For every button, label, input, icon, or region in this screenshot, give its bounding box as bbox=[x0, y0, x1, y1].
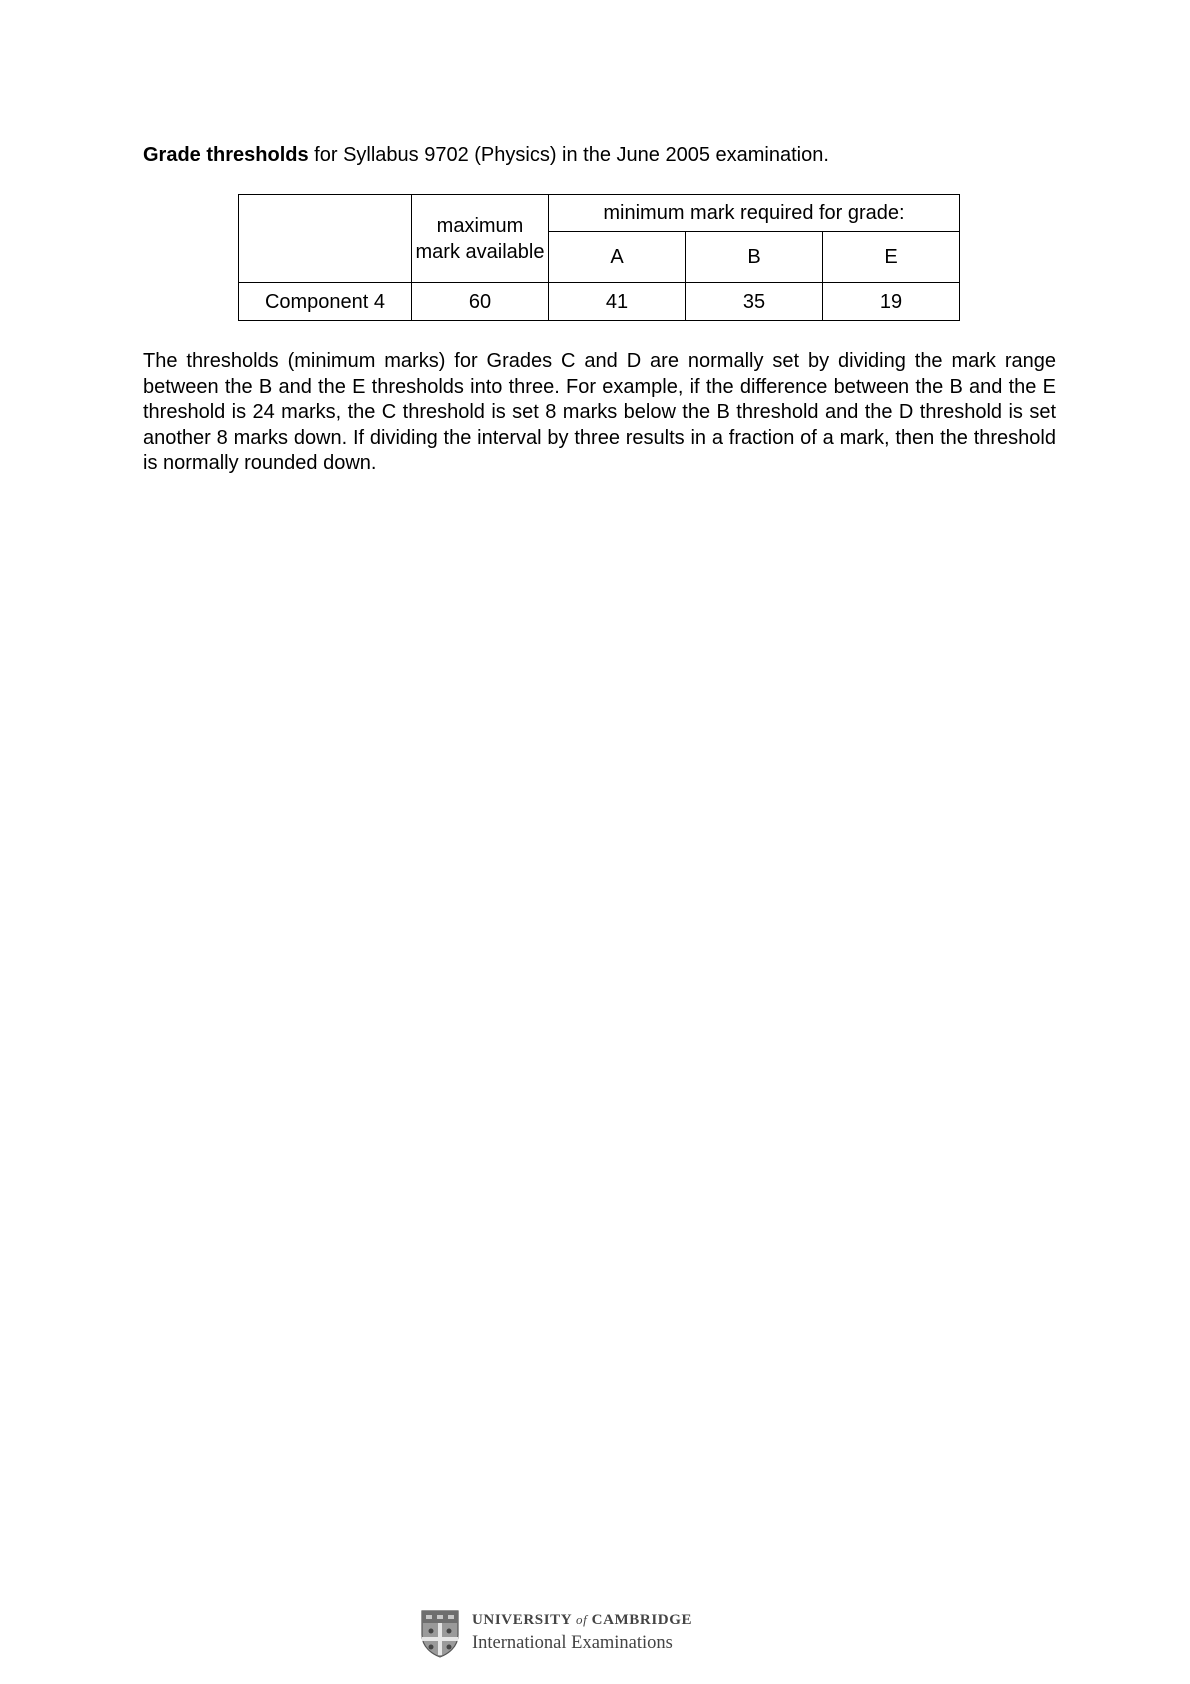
title-rest: for Syllabus 9702 (Physics) in the June 2005 examination. bbox=[314, 144, 829, 166]
cambridge-logo bbox=[420, 1609, 720, 1661]
header-grade-e: E bbox=[823, 232, 960, 283]
header-min-mark: minimum mark required for grade: bbox=[549, 195, 960, 232]
logo-line-2: International Examinations bbox=[472, 1633, 673, 1653]
threshold-explanation: The thresholds (minimum marks) for Grades C and D are normally set by dividing the mark range between the B and the E thresholds into three. For example, if the difference between the B and the E threshold is 24 marks, the C threshold is set 8 marks below the B threshold and the D threshold is set another 8 marks down. If dividing the interval by three results in a fraction of a mark, then the threshold is normally rounded down. bbox=[143, 350, 1056, 475]
cell-grade-a: 41 bbox=[549, 283, 686, 321]
cell-grade-b: 35 bbox=[686, 283, 823, 321]
title-bold: Grade thresholds bbox=[143, 144, 309, 166]
page-title bbox=[143, 143, 829, 167]
cell-grade-e: 19 bbox=[823, 283, 960, 321]
cell-max: 60 bbox=[412, 283, 549, 321]
grade-thresholds-table bbox=[238, 194, 960, 321]
table-row bbox=[239, 283, 960, 321]
header-grade-a: A bbox=[549, 232, 686, 283]
empty-header-cell bbox=[239, 195, 412, 283]
logo-line-1: UNIVERSITY of CAMBRIDGE bbox=[472, 1612, 693, 1628]
header-grade-b: B bbox=[686, 232, 823, 283]
row-label: Component 4 bbox=[239, 283, 412, 321]
header-max-mark: maximum mark available bbox=[412, 195, 549, 283]
shield-icon bbox=[420, 1609, 460, 1659]
